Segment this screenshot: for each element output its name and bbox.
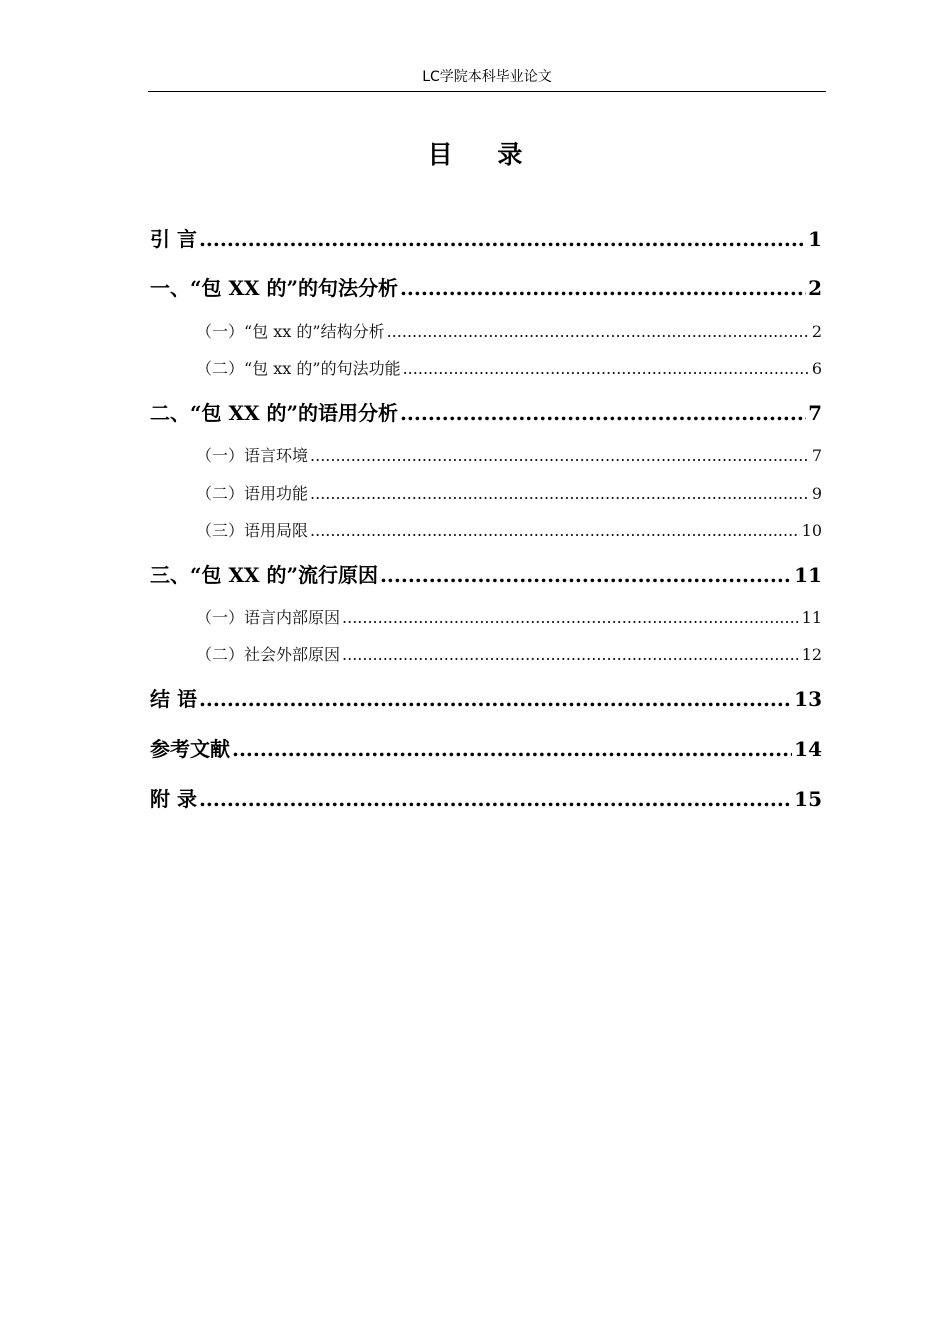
- toc-entry-page: 2: [811, 322, 822, 341]
- dot-leader: [199, 224, 806, 254]
- dot-leader: [400, 273, 806, 303]
- dot-leader: [199, 784, 792, 814]
- toc-entry-page: 14: [794, 737, 822, 761]
- toc-entry-page: 13: [794, 687, 822, 711]
- toc-entry-section-3-2[interactable]: [196, 642, 822, 668]
- toc-entry-conclusion[interactable]: [150, 684, 822, 714]
- dot-leader: [310, 518, 800, 544]
- toc-entry-intro[interactable]: [150, 224, 822, 254]
- toc-entry-page: 10: [801, 521, 822, 540]
- toc-entry-section-2-2[interactable]: [196, 481, 822, 507]
- toc-entry-page: 11: [794, 563, 822, 587]
- dot-leader: [380, 560, 792, 590]
- toc-entry-chapter-2[interactable]: [150, 398, 822, 428]
- toc-entry-section-2-1[interactable]: [196, 443, 822, 469]
- toc-entry-section-1-1[interactable]: [196, 319, 822, 345]
- toc-entry-label: （二）“包 xx 的”的句法功能: [196, 359, 401, 378]
- toc-entry-page: 2: [808, 276, 822, 300]
- toc-entry-label: （一）语言内部原因: [196, 608, 341, 627]
- toc-entry-page: 9: [811, 484, 822, 503]
- toc-entry-page: 7: [808, 401, 822, 425]
- toc-entry-page: 1: [808, 227, 822, 251]
- page-header: LC学院本科毕业论文: [148, 64, 826, 92]
- dot-leader: [342, 605, 800, 631]
- toc-entry-page: 15: [794, 787, 822, 811]
- toc-entry-page: 7: [811, 446, 822, 465]
- toc-entry-label: 三、“包 XX 的”流行原因: [150, 563, 378, 587]
- toc-entry-chapter-3[interactable]: [150, 560, 822, 590]
- toc-entry-label: （一）“包 xx 的”结构分析: [196, 322, 385, 341]
- dot-leader: [310, 481, 810, 507]
- dot-leader: [400, 398, 806, 428]
- toc-entry-page: 6: [811, 359, 822, 378]
- toc-entry-label: 引 言: [150, 227, 197, 251]
- toc-entry-chapter-1[interactable]: [150, 273, 822, 303]
- toc-entry-references[interactable]: [150, 734, 822, 764]
- toc-entry-label: 结 语: [150, 687, 197, 711]
- toc-entry-label: （二）社会外部原因: [196, 645, 341, 664]
- toc-entry-label: 附 录: [150, 787, 197, 811]
- toc-entry-label: 一、“包 XX 的”的句法分析: [150, 276, 398, 300]
- dot-leader: [403, 356, 810, 382]
- toc-entry-section-1-2[interactable]: [196, 356, 822, 382]
- dot-leader: [310, 443, 810, 469]
- toc-entry-section-3-1[interactable]: [196, 605, 822, 631]
- toc-entry-label: 二、“包 XX 的”的语用分析: [150, 401, 398, 425]
- dot-leader: [342, 642, 800, 668]
- toc-entry-label: （一）语言环境: [196, 446, 309, 465]
- toc-entry-page: 11: [801, 608, 822, 627]
- toc-entry-page: 12: [801, 645, 822, 664]
- toc-entry-section-2-3[interactable]: [196, 518, 822, 544]
- toc-entry-appendix[interactable]: [150, 784, 822, 814]
- toc-entry-label: （二）语用功能: [196, 484, 309, 503]
- dot-leader: [232, 734, 792, 764]
- toc-entry-label: （三）语用局限: [196, 521, 309, 540]
- toc-title: 目 录: [427, 140, 541, 169]
- dot-leader: [199, 684, 792, 714]
- dot-leader: [387, 319, 810, 345]
- toc-entry-label: 参考文献: [150, 737, 230, 761]
